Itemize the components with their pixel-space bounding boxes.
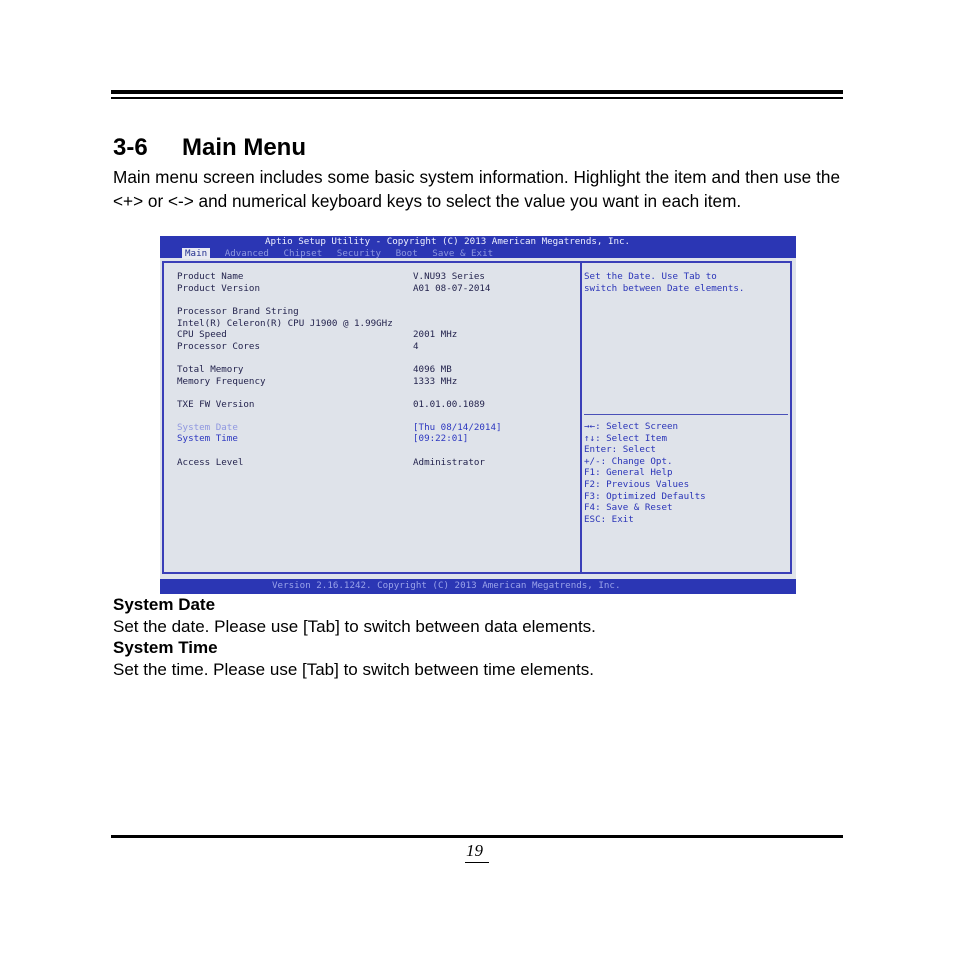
key-select-item: ↑↓: Select Item (584, 433, 667, 444)
section-number: 3-6 (113, 134, 148, 161)
key-select-screen: →←: Select Screen (584, 421, 679, 432)
help-text-line-1: Set the Date. Use Tab to (584, 271, 717, 282)
bios-panel-divider (580, 261, 582, 574)
cpu-speed-value: 2001 MHz (413, 329, 458, 340)
memory-frequency-label: Memory Frequency (177, 376, 266, 387)
key-previous-values: F2: Previous Values (584, 479, 690, 490)
key-enter-select: Enter: Select (584, 444, 656, 455)
top-rule-thick (111, 90, 843, 94)
bottom-rule (111, 835, 843, 838)
key-save-reset: F4: Save & Reset (584, 502, 673, 513)
processor-brand-value: Intel(R) Celeron(R) CPU J1900 @ 1.99GHz (177, 318, 393, 329)
processor-cores-label: Processor Cores (177, 341, 260, 352)
key-esc-exit: ESC: Exit (584, 514, 634, 525)
memory-frequency-value: 1333 MHz (413, 376, 458, 387)
txe-fw-version-value: 01.01.00.1089 (413, 399, 485, 410)
help-text-line-2: switch between Date elements. (584, 283, 745, 294)
product-name-label: Product Name (177, 271, 244, 282)
tab-save-exit[interactable]: Save & Exit (432, 248, 494, 259)
key-general-help: F1: General Help (584, 467, 673, 478)
tab-boot[interactable]: Boot (395, 248, 418, 259)
section-heading (113, 134, 306, 162)
access-level-label: Access Level (177, 457, 244, 468)
txe-fw-version-label: TXE FW Version (177, 399, 255, 410)
key-optimized-defaults: F3: Optimized Defaults (584, 491, 706, 502)
bios-footer-text: Version 2.16.1242. Copyright (C) 2013 American Megatrends, Inc. (272, 580, 621, 591)
bios-screenshot (160, 236, 796, 594)
page-number: 19 (466, 841, 483, 860)
top-rule-thin (111, 97, 843, 99)
system-time-description: Set the time. Please use [Tab] to switch between time elements. (113, 660, 594, 679)
product-version-label: Product Version (177, 283, 260, 294)
tab-main[interactable]: Main (182, 248, 210, 259)
processor-brand-label: Processor Brand String (177, 306, 299, 317)
product-version-value: A01 08-07-2014 (413, 283, 491, 294)
total-memory-value: 4096 MB (413, 364, 452, 375)
system-time-value[interactable]: [09:22:01] (413, 433, 469, 444)
bios-footer-bar (160, 579, 796, 594)
page-number-underline (465, 862, 489, 863)
product-name-value: V.NU93 Series (413, 271, 485, 282)
tab-security[interactable]: Security (336, 248, 382, 259)
system-date-label[interactable]: System Date (177, 422, 238, 433)
intro-paragraph: Main menu screen includes some basic system information. Highlight the item and then use the <+> or <-> and numerical keyboard keys to select the value you want in each item. (113, 167, 840, 211)
system-date-value[interactable]: [Thu 08/14/2014] (413, 422, 502, 433)
tab-advanced[interactable]: Advanced (224, 248, 269, 259)
section-title: Main Menu (182, 134, 306, 161)
help-separator (584, 414, 788, 415)
system-date-description: Set the date. Please use [Tab] to switch between data elements. (113, 617, 596, 636)
access-level-value: Administrator (413, 457, 485, 468)
processor-cores-value: 4 (413, 341, 419, 352)
system-time-label[interactable]: System Time (177, 433, 238, 444)
key-change-opt: +/-: Change Opt. (584, 456, 673, 467)
bios-tabs (182, 248, 502, 259)
bios-title: Aptio Setup Utility - Copyright (C) 2013 American Megatrends, Inc. (265, 236, 631, 247)
total-memory-label: Total Memory (177, 364, 244, 375)
system-date-heading: System Date (113, 595, 216, 614)
cpu-speed-label: CPU Speed (177, 329, 227, 340)
tab-chipset[interactable]: Chipset (283, 248, 323, 259)
system-time-heading: System Time (113, 638, 218, 657)
